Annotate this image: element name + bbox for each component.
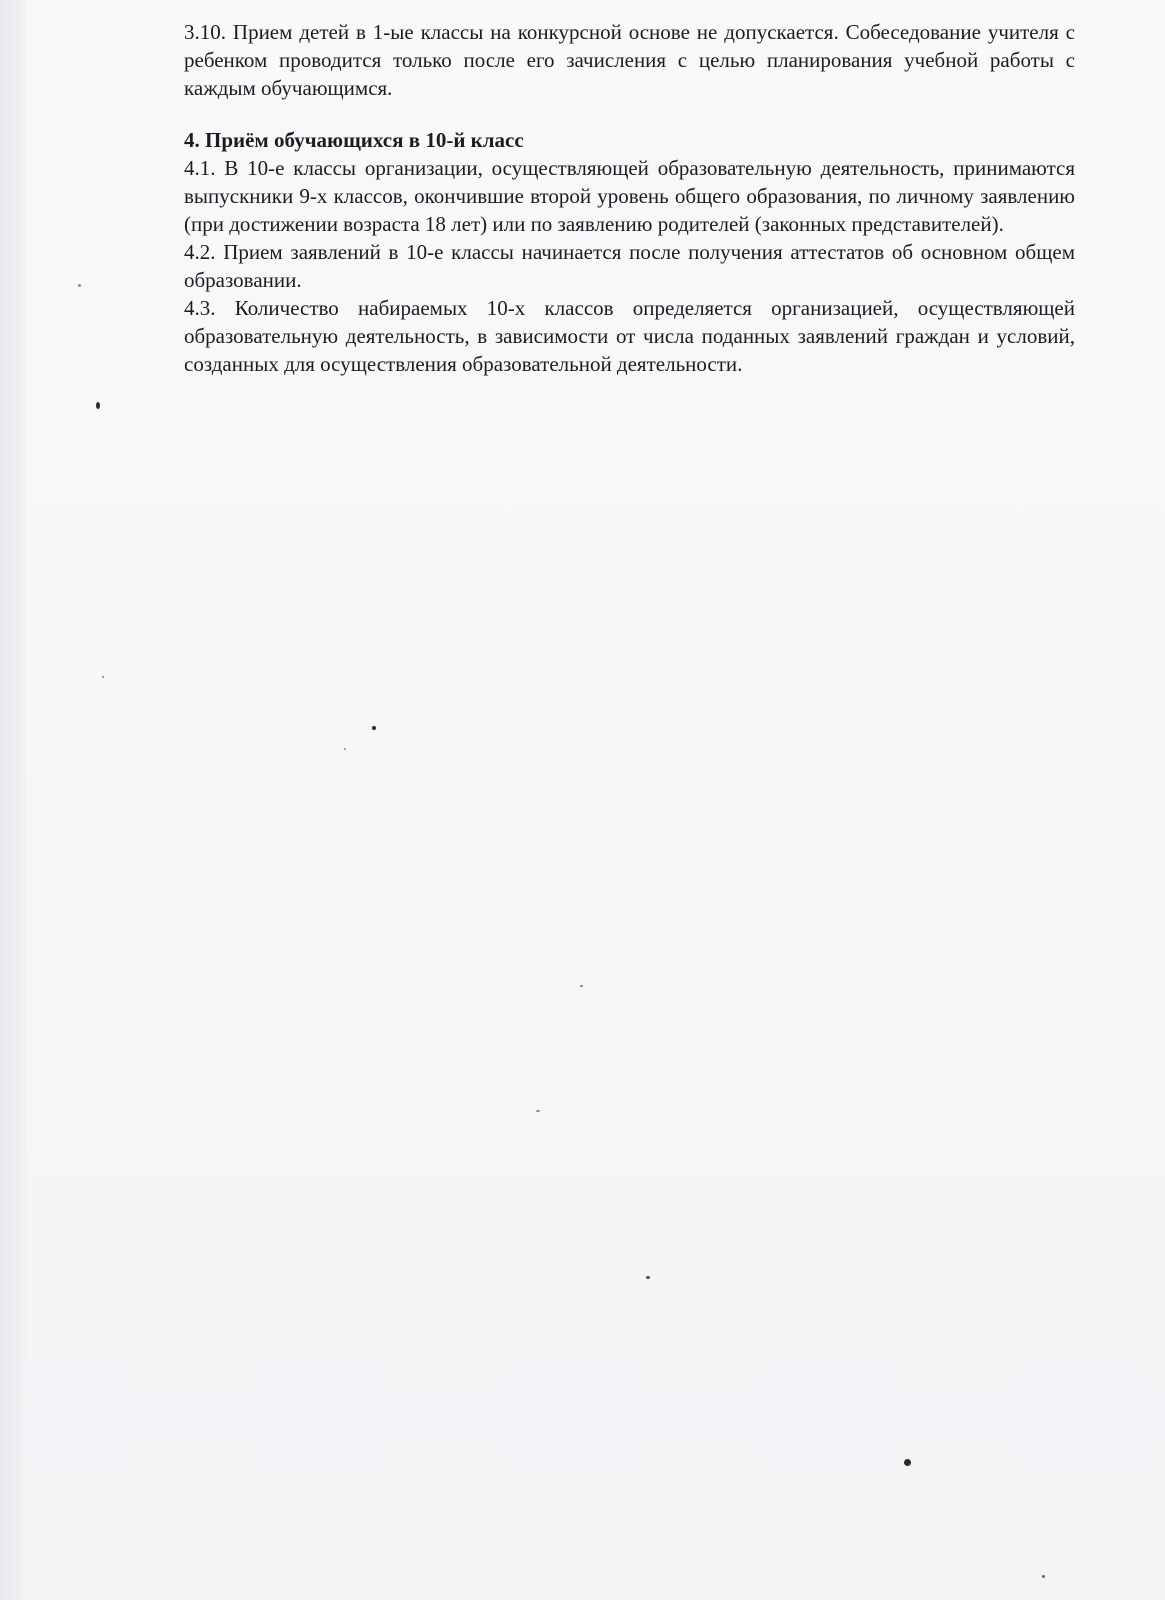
- scan-speck: [96, 402, 100, 409]
- scan-speck: [1042, 1575, 1045, 1578]
- paragraph-4-1: 4.1. В 10-е классы организации, осуществляющей образовательную деятельность, принимаются выпускники 9-х классов, окончившие второй уровень общего образования, по личному заявлению (при достижении возраста 18 лет) или по заявлению родителей (законных представителей).: [184, 156, 1075, 236]
- scan-edge-shadow: [0, 0, 26, 1600]
- scan-speck: [78, 284, 81, 287]
- scan-speck: [536, 1110, 540, 1112]
- scan-speck: [102, 676, 104, 678]
- document-body: [184, 18, 1075, 378]
- paragraph-4-3: 4.3. Количество набираемых 10-х классов определяется организацией, осуществляющей образовательную деятельность, в зависимости от числа поданных заявлений граждан и условий, созданных для осуществления образовательной деятельности.: [184, 296, 1075, 376]
- scan-speck: [580, 985, 583, 987]
- scan-speck: [904, 1459, 911, 1466]
- paragraph-4-2: 4.2. Прием заявлений в 10-е классы начинается после получения аттестатов об основном общем образовании.: [184, 240, 1075, 292]
- scan-speck: [344, 748, 346, 750]
- section-spacer: [184, 102, 1075, 126]
- scan-speck: [646, 1276, 650, 1279]
- paragraph-3-10: 3.10. Прием детей в 1-ые классы на конкурсной основе не допускается. Собеседование учителя с ребенком проводится только после его зачисления с целью планирования учебной работы с каждым обучающимся.: [184, 20, 1075, 100]
- scan-speck: [372, 726, 376, 730]
- section-4-heading: 4. Приём обучающихся в 10-й класс: [184, 128, 524, 152]
